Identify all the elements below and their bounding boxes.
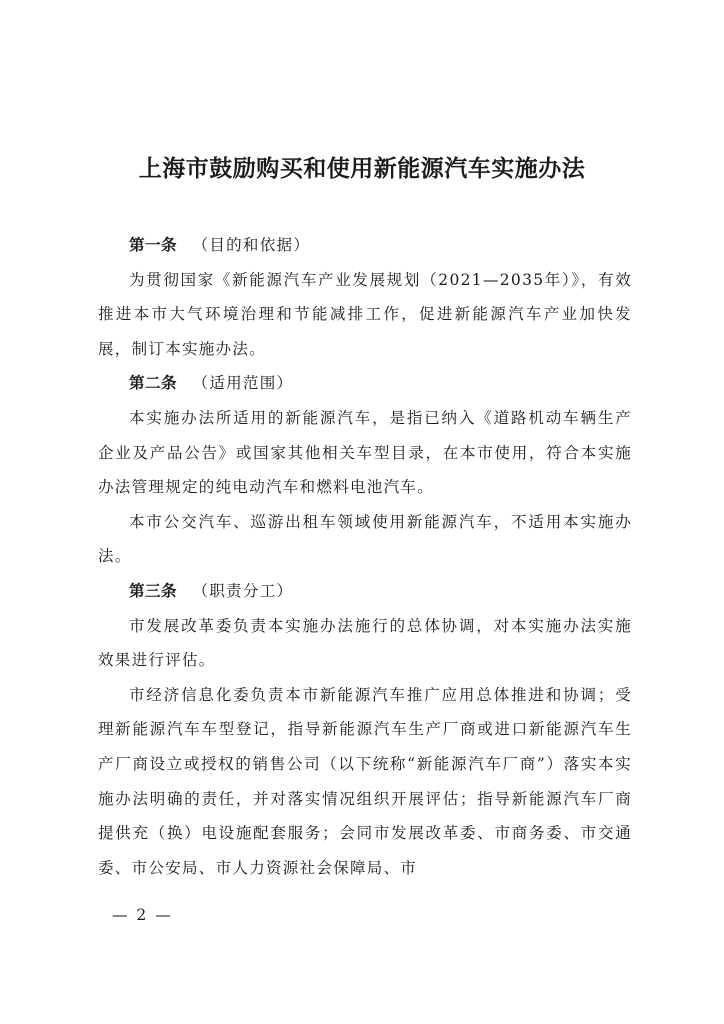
article-3-paragraph-1: 市发展改革委负责本实施办法施行的总体协调，对本实施办法实施效果进行评估。 [98, 616, 632, 670]
article-3-heading [98, 574, 632, 609]
document-title: 上海市鼓励购买和使用新能源汽车实施办法 [138, 155, 586, 182]
document-body [98, 228, 632, 885]
page-number: — 2 — [112, 906, 173, 924]
article-1-topic: （目的和依据） [192, 236, 311, 254]
article-3-topic: （职责分工） [192, 581, 294, 600]
article-2-topic: （适用范围） [192, 374, 294, 393]
article-3-paragraph-2: 市经济信息化委负责本市新能源汽车推广应用总体推进和协调；受理新能源汽车车型登记，指导新能源汽车生产厂商或进口新能源汽车生产厂商设立或授权的销售公司（以下统称“新能源汽车厂商”）落实本实施办法明确的责任，并对落实情况组织开展评估；指导新能源汽车厂商提供充（换）电设施配套服务；会同市发展改革委、市商务委、市交通委、市公安局、市人力资源社会保障局、市 [98, 685, 632, 877]
article-1-paragraph-1: 为贯彻国家《新能源汽车产业发展规划（2021—2035年）》，有效推进本市大气环境治理和节能减排工作，促进新能源汽车产业加快发展，制订本实施办法。 [98, 270, 632, 358]
article-2-number: 第二条 [129, 374, 178, 393]
article-2-heading [98, 366, 632, 401]
article-3-number: 第三条 [129, 581, 178, 600]
article-2-paragraph-1: 本实施办法所适用的新能源汽车，是指已纳入《道路机动车辆生产企业及产品公告》或国家其他相关车型目录，在本市使用，符合本实施办法管理规定的纯电动汽车和燃料电池汽车。 [98, 408, 632, 497]
article-1-number: 第一条 [129, 236, 178, 254]
article-1-heading [98, 228, 632, 263]
article-2-paragraph-2: 本市公交汽车、巡游出租车领域使用新能源汽车，不适用本实施办法。 [98, 512, 632, 566]
